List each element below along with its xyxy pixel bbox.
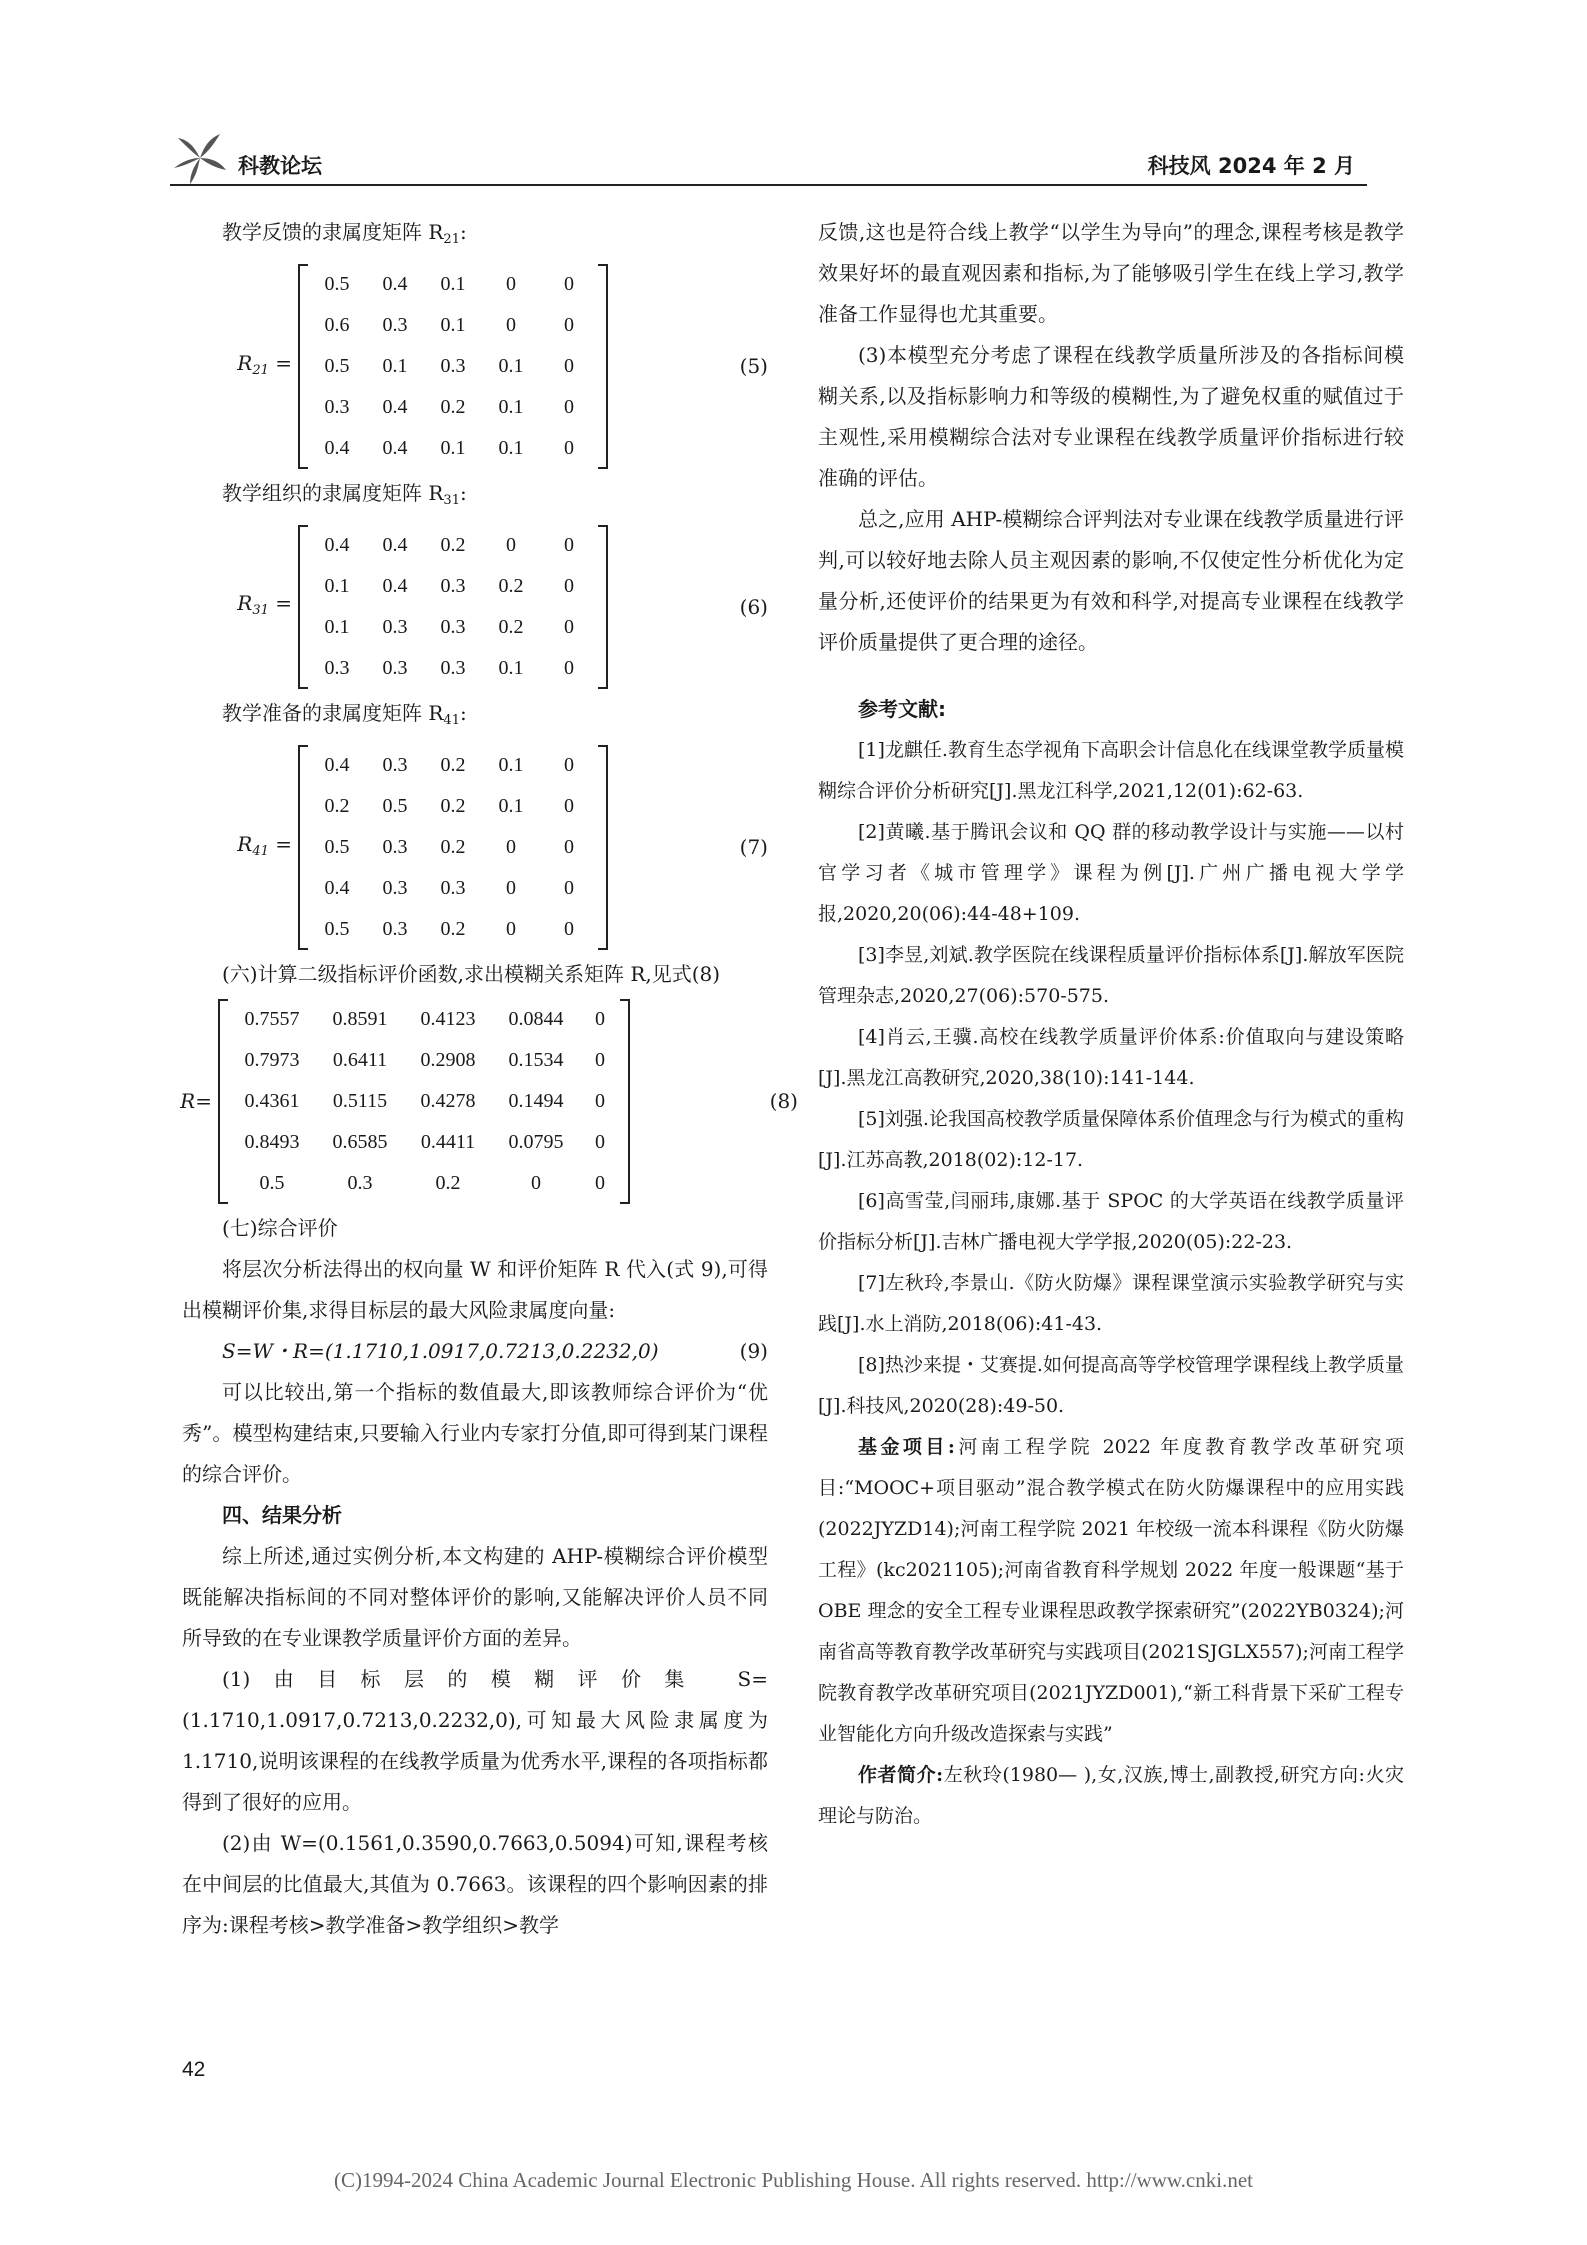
matrix-cell: 0 — [506, 918, 516, 940]
matrix-cell: 0 — [564, 795, 574, 817]
matrix-cell: 0.4123 — [420, 1008, 476, 1030]
matrix-cell: 0.6411 — [332, 1049, 388, 1071]
paragraph: 综上所述,通过实例分析,本文构建的 AHP-模糊综合评价模型既能解决指标间的不同对整体评价的影响,又能解决评价人员不同所导致的在专业课教学质量评价方面的差异。 — [182, 1544, 768, 1650]
matrix-cell: 0 — [564, 273, 574, 295]
matrix-cell: 0 — [564, 575, 574, 597]
matrix-cell: 0 — [564, 396, 574, 418]
matrix-cell: 0.1 — [498, 396, 524, 418]
matrix-cell: 0.6585 — [332, 1131, 388, 1153]
matrix-cell: 0.4 — [382, 273, 408, 295]
equation-number: (5) — [739, 354, 768, 378]
r31-intro: 教学组织的隶属度矩阵 $R_{31}$: — [222, 481, 467, 508]
matrix-cell: 0.6 — [324, 314, 350, 336]
matrix-cell: 0.5 — [324, 836, 350, 858]
matrix-cell: 0.1534 — [508, 1049, 564, 1071]
matrix-row — [308, 909, 598, 950]
reference-item: [3]李昱,刘斌.教学医院在线课程质量评价指标体系[J].解放军医院管理杂志,2020,27(06):570-575. — [818, 944, 1404, 1007]
matrix-row — [308, 786, 598, 827]
matrix-cell: 0.1 — [498, 355, 524, 377]
paragraph: 总之,应用 AHP-模糊综合评判法对专业课在线教学质量进行评判,可以较好地去除人员主观因素的影响,不仅使定性分析优化为定量分析,还使评价的结果更为有效和科学,对提高专业课程在线教学评价质量提供了更合理的途径。 — [818, 507, 1404, 654]
matrix-cell: 0.4 — [324, 534, 350, 556]
matrix-row — [228, 1122, 620, 1163]
matrix-cell: 0.4 — [324, 754, 350, 776]
matrix-cell: 0.5 — [382, 795, 408, 817]
matrix-cell: 0.4361 — [244, 1090, 300, 1112]
matrix-cell: 0 — [564, 836, 574, 858]
matrix-row — [308, 305, 598, 346]
matrix-cell: 0.3 — [440, 575, 466, 597]
matrix-cell: 0.3 — [382, 314, 408, 336]
matrix-cell: 0 — [506, 273, 516, 295]
matrix-cell: 0.0795 — [508, 1131, 564, 1153]
matrix-cell: 0.2 — [440, 396, 466, 418]
matrix-cell: 0 — [564, 657, 574, 679]
matrix-cell: 0.2 — [440, 754, 466, 776]
matrix-row — [228, 1163, 620, 1204]
matrix-cell: 0.1 — [498, 754, 524, 776]
matrix-cell: 0.3 — [382, 836, 408, 858]
matrix-cell: 0.2 — [435, 1172, 461, 1194]
equation-9: S=W・R=(1.1710,1.0917,0.7213,0.2232,0) (9) — [222, 1339, 768, 1363]
matrix-cell: 0 — [595, 1172, 605, 1194]
matrix-cell: 0.2 — [440, 836, 466, 858]
equation-number: (8) — [769, 1089, 798, 1113]
matrix-cell: 0.5 — [259, 1172, 285, 1194]
r41-intro: 教学准备的隶属度矩阵 $R_{41}$: — [222, 701, 467, 728]
matrix-cell: 0.1 — [440, 437, 466, 459]
matrix-cell: 0.3 — [382, 918, 408, 940]
matrix-cell: 0.4 — [382, 575, 408, 597]
reference-item: [8]热沙来提・艾赛提.如何提高高等学校管理学课程线上教学质量[J].科技风,2020(28):49-50. — [818, 1354, 1404, 1417]
matrix-cell: 0.7557 — [244, 1008, 300, 1030]
copyright-footer: (C)1994-2024 China Academic Journal Electronic Publishing House. All rights reserved. http://www.cnki.net — [334, 2168, 1253, 2192]
matrix-cell: 0.8493 — [244, 1131, 300, 1153]
matrix-cell: 0.1 — [440, 273, 466, 295]
matrix-cell: 0 — [506, 534, 516, 556]
header-rule — [170, 184, 1367, 186]
references-heading: 参考文献: — [858, 697, 946, 721]
reference-item: [5]刘强.论我国高校教学质量保障体系价值理念与行为模式的重构[J].江苏高教,2018(02):12-17. — [818, 1108, 1404, 1171]
matrix-label: $R_{31}$ = — [237, 591, 292, 618]
reference-item: [1]龙麒任.教育生态学视角下高职会计信息化在线课堂教学质量模糊综合评价分析研究[J].黑龙江科学,2021,12(01):62-63. — [818, 739, 1404, 802]
matrix-cell: 0.3 — [440, 657, 466, 679]
matrix-r31 — [182, 525, 768, 689]
matrix-cell: 0.4278 — [420, 1090, 476, 1112]
step-6-text: (六)计算二级指标评价函数,求出模糊关系矩阵 R,见式(8) — [222, 962, 721, 986]
reference-item: [7]左秋玲,李景山.《防火防爆》课程课堂演示实验教学研究与实践[J].水上消防,2018(06):41-43. — [818, 1272, 1404, 1335]
section-heading: 四、结果分析 — [222, 1503, 342, 1527]
matrix-cell: 0.2 — [440, 795, 466, 817]
matrix-cell: 0 — [564, 754, 574, 776]
matrix-row — [308, 745, 598, 786]
matrix-cell: 0.2 — [440, 918, 466, 940]
reference-item: [2]黄曦.基于腾讯会议和 QQ 群的移动教学设计与实施——以村官学习者《城市管理学》课程为例[J].广州广播电视大学学报,2020,20(06):44-48+109. — [818, 821, 1404, 925]
matrix-row — [308, 607, 598, 648]
matrix-body — [298, 264, 608, 469]
matrix-cell: 0.7973 — [244, 1049, 300, 1071]
right-column — [818, 212, 1404, 1837]
matrix-cell: 0.3 — [382, 616, 408, 638]
matrix-cell: 0.2 — [324, 795, 350, 817]
journal-issue: 科技风 2024 年 2 月 — [1147, 154, 1355, 178]
matrix-cell: 0.8591 — [332, 1008, 388, 1030]
paragraph: 将层次分析法得出的权向量 W 和评价矩阵 R 代入(式 9),可得出模糊评价集,求得目标层的最大风险隶属度向量: — [182, 1257, 768, 1322]
matrix-cell: 0.3 — [324, 657, 350, 679]
matrix-cell: 0 — [506, 836, 516, 858]
left-column — [180, 212, 798, 1946]
matrix-cell: 0.2 — [498, 616, 524, 638]
equation-number: (7) — [739, 835, 768, 859]
journal-logo-icon — [170, 128, 230, 188]
paragraph: (3)本模型充分考虑了课程在线教学质量所涉及的各指标间模糊关系,以及指标影响力和等级的模糊性,为了避免权重的赋值过于主观性,采用模糊综合法对专业课程在线教学质量评价指标进行较准确的评估。 — [818, 343, 1404, 490]
matrix-cell: 0.1 — [498, 795, 524, 817]
matrix-cell: 0.4 — [324, 877, 350, 899]
matrix-cell: 0.0844 — [508, 1008, 564, 1030]
matrix-label: $R_{41}$ = — [237, 831, 292, 859]
matrix-cell: 0.1494 — [508, 1090, 564, 1112]
matrix-cell: 0.2 — [498, 575, 524, 597]
matrix-cell: 0.2908 — [420, 1049, 476, 1071]
matrix-cell: 0.5 — [324, 918, 350, 940]
matrix-r41 — [182, 745, 768, 950]
paragraph: (1)由目标层的模糊评价集 S=(1.1710,1.0917,0.7213,0.2232,0),可知最大风险隶属度为 1.1710,说明该课程的在线教学质量为优秀水平,课程的各项指标都得到了很好的应用。 — [182, 1667, 768, 1814]
reference-item: [6]高雪莹,闫丽玮,康娜.基于 SPOC 的大学英语在线教学质量评价指标分析[J].吉林广播电视大学学报,2020(05):22-23. — [818, 1190, 1404, 1253]
paragraph: 反馈,这也是符合线上教学“以学生为导向”的理念,课程考核是教学效果好坏的最直观因素和指标,为了能够吸引学生在线上学习,教学准备工作显得也尤其重要。 — [818, 220, 1404, 326]
matrix-row — [228, 1081, 620, 1122]
matrix-cell: 0 — [564, 355, 574, 377]
matrix-cell: 0.3 — [347, 1172, 373, 1194]
matrix-cell: 0.1 — [498, 437, 524, 459]
matrix-cell: 0.4 — [382, 534, 408, 556]
reference-item: [4]肖云,王骥.高校在线教学质量评价体系:价值取向与建设策略[J].黑龙江高教研究,2020,38(10):141-144. — [818, 1026, 1404, 1089]
matrix-cell: 0.3 — [440, 877, 466, 899]
matrix-r — [152, 999, 798, 1204]
matrix-body — [218, 999, 630, 1204]
matrix-row — [308, 648, 598, 689]
matrix-cell: 0.3 — [440, 355, 466, 377]
matrix-row — [308, 387, 598, 428]
matrix-label: R= — [180, 1089, 212, 1113]
matrix-cell: 0.4411 — [420, 1131, 476, 1153]
matrix-cell: 0.3 — [324, 396, 350, 418]
matrix-cell: 0 — [506, 877, 516, 899]
matrix-cell: 0.1 — [498, 657, 524, 679]
matrix-body — [298, 745, 608, 950]
matrix-body — [298, 525, 608, 689]
matrix-cell: 0.1 — [382, 355, 408, 377]
matrix-cell: 0.2 — [440, 534, 466, 556]
matrix-row — [308, 566, 598, 607]
matrix-row — [308, 346, 598, 387]
paragraph: (2)由 W=(0.1561,0.3590,0.7663,0.5094)可知,课程考核在中间层的比值最大,其值为 0.7663。该课程的四个影响因素的排序为:课程考核>教学准备>教学组织>教学 — [182, 1831, 768, 1937]
equation-number: (6) — [739, 594, 768, 619]
matrix-cell: 0.3 — [382, 657, 408, 679]
references-list — [818, 730, 1404, 1427]
author-info: 作者简介:左秋玲(1980— ),女,汉族,博士,副教授,研究方向:火灾理论与防治。 — [818, 1764, 1404, 1827]
matrix-cell: 0 — [506, 314, 516, 336]
matrix-cell: 0.4 — [324, 437, 350, 459]
matrix-label: $R_{21}$ = — [237, 350, 292, 378]
paragraph: 可以比较出,第一个指标的数值最大,即该教师综合评价为“优秀”。模型构建结束,只要输入行业内专家打分值,即可得到某门课程的综合评价。 — [182, 1380, 768, 1486]
matrix-r21 — [182, 264, 768, 469]
matrix-cell: 0 — [595, 1131, 605, 1153]
matrix-cell: 0 — [595, 1090, 605, 1112]
page-number: 42 — [182, 2058, 206, 2081]
matrix-cell: 0.3 — [382, 754, 408, 776]
matrix-cell: 0.1 — [324, 616, 350, 638]
matrix-row — [308, 428, 598, 469]
matrix-cell: 0 — [595, 1049, 605, 1071]
matrix-cell: 0.4 — [382, 437, 408, 459]
matrix-cell: 0.1 — [440, 314, 466, 336]
r21-intro: 教学反馈的隶属度矩阵 $R_{21}$: — [222, 220, 467, 247]
matrix-cell: 0 — [564, 616, 574, 638]
matrix-cell: 0 — [564, 314, 574, 336]
matrix-cell: 0.1 — [324, 575, 350, 597]
matrix-cell: 0.5 — [324, 273, 350, 295]
matrix-cell: 0 — [595, 1008, 605, 1030]
step-7-heading: (七)综合评价 — [222, 1216, 338, 1240]
matrix-row — [308, 827, 598, 868]
matrix-row — [228, 1040, 620, 1081]
matrix-cell: 0 — [564, 877, 574, 899]
matrix-cell: 0 — [564, 918, 574, 940]
matrix-cell: 0.5115 — [332, 1090, 388, 1112]
matrix-row — [308, 525, 598, 566]
journal-section-title: 科教论坛 — [238, 154, 322, 178]
matrix-cell: 0 — [564, 534, 574, 556]
matrix-cell: 0.3 — [382, 877, 408, 899]
fund-info: 基金项目:河南工程学院 2022 年度教育教学改革研究项目:“MOOC+项目驱动”混合教学模式在防火防爆课程中的应用实践(2022JYZD14);河南工程学院 2021 年校级一流本科课程《防火防爆工程》(kc2021105);河南省教育科学规划 2022 年度一般课题“基于 OBE 理念的安全工程专业课程思政教学探索研究”(2022YB0324);河南省高等教育教学改革研究与实践项目(2021SJGLX557);河南工程学院教育教学改革研究项目(2021JYZD001),“新工科背景下采矿工程专业智能化方向升级改造探索与实践” — [818, 1436, 1405, 1745]
matrix-row — [308, 868, 598, 909]
matrix-cell: 0.4 — [382, 396, 408, 418]
matrix-cell: 0 — [564, 437, 574, 459]
matrix-row — [228, 999, 620, 1040]
matrix-cell: 0.3 — [440, 616, 466, 638]
matrix-cell: 0 — [531, 1172, 541, 1194]
matrix-cell: 0.5 — [324, 355, 350, 377]
matrix-row — [308, 264, 598, 305]
